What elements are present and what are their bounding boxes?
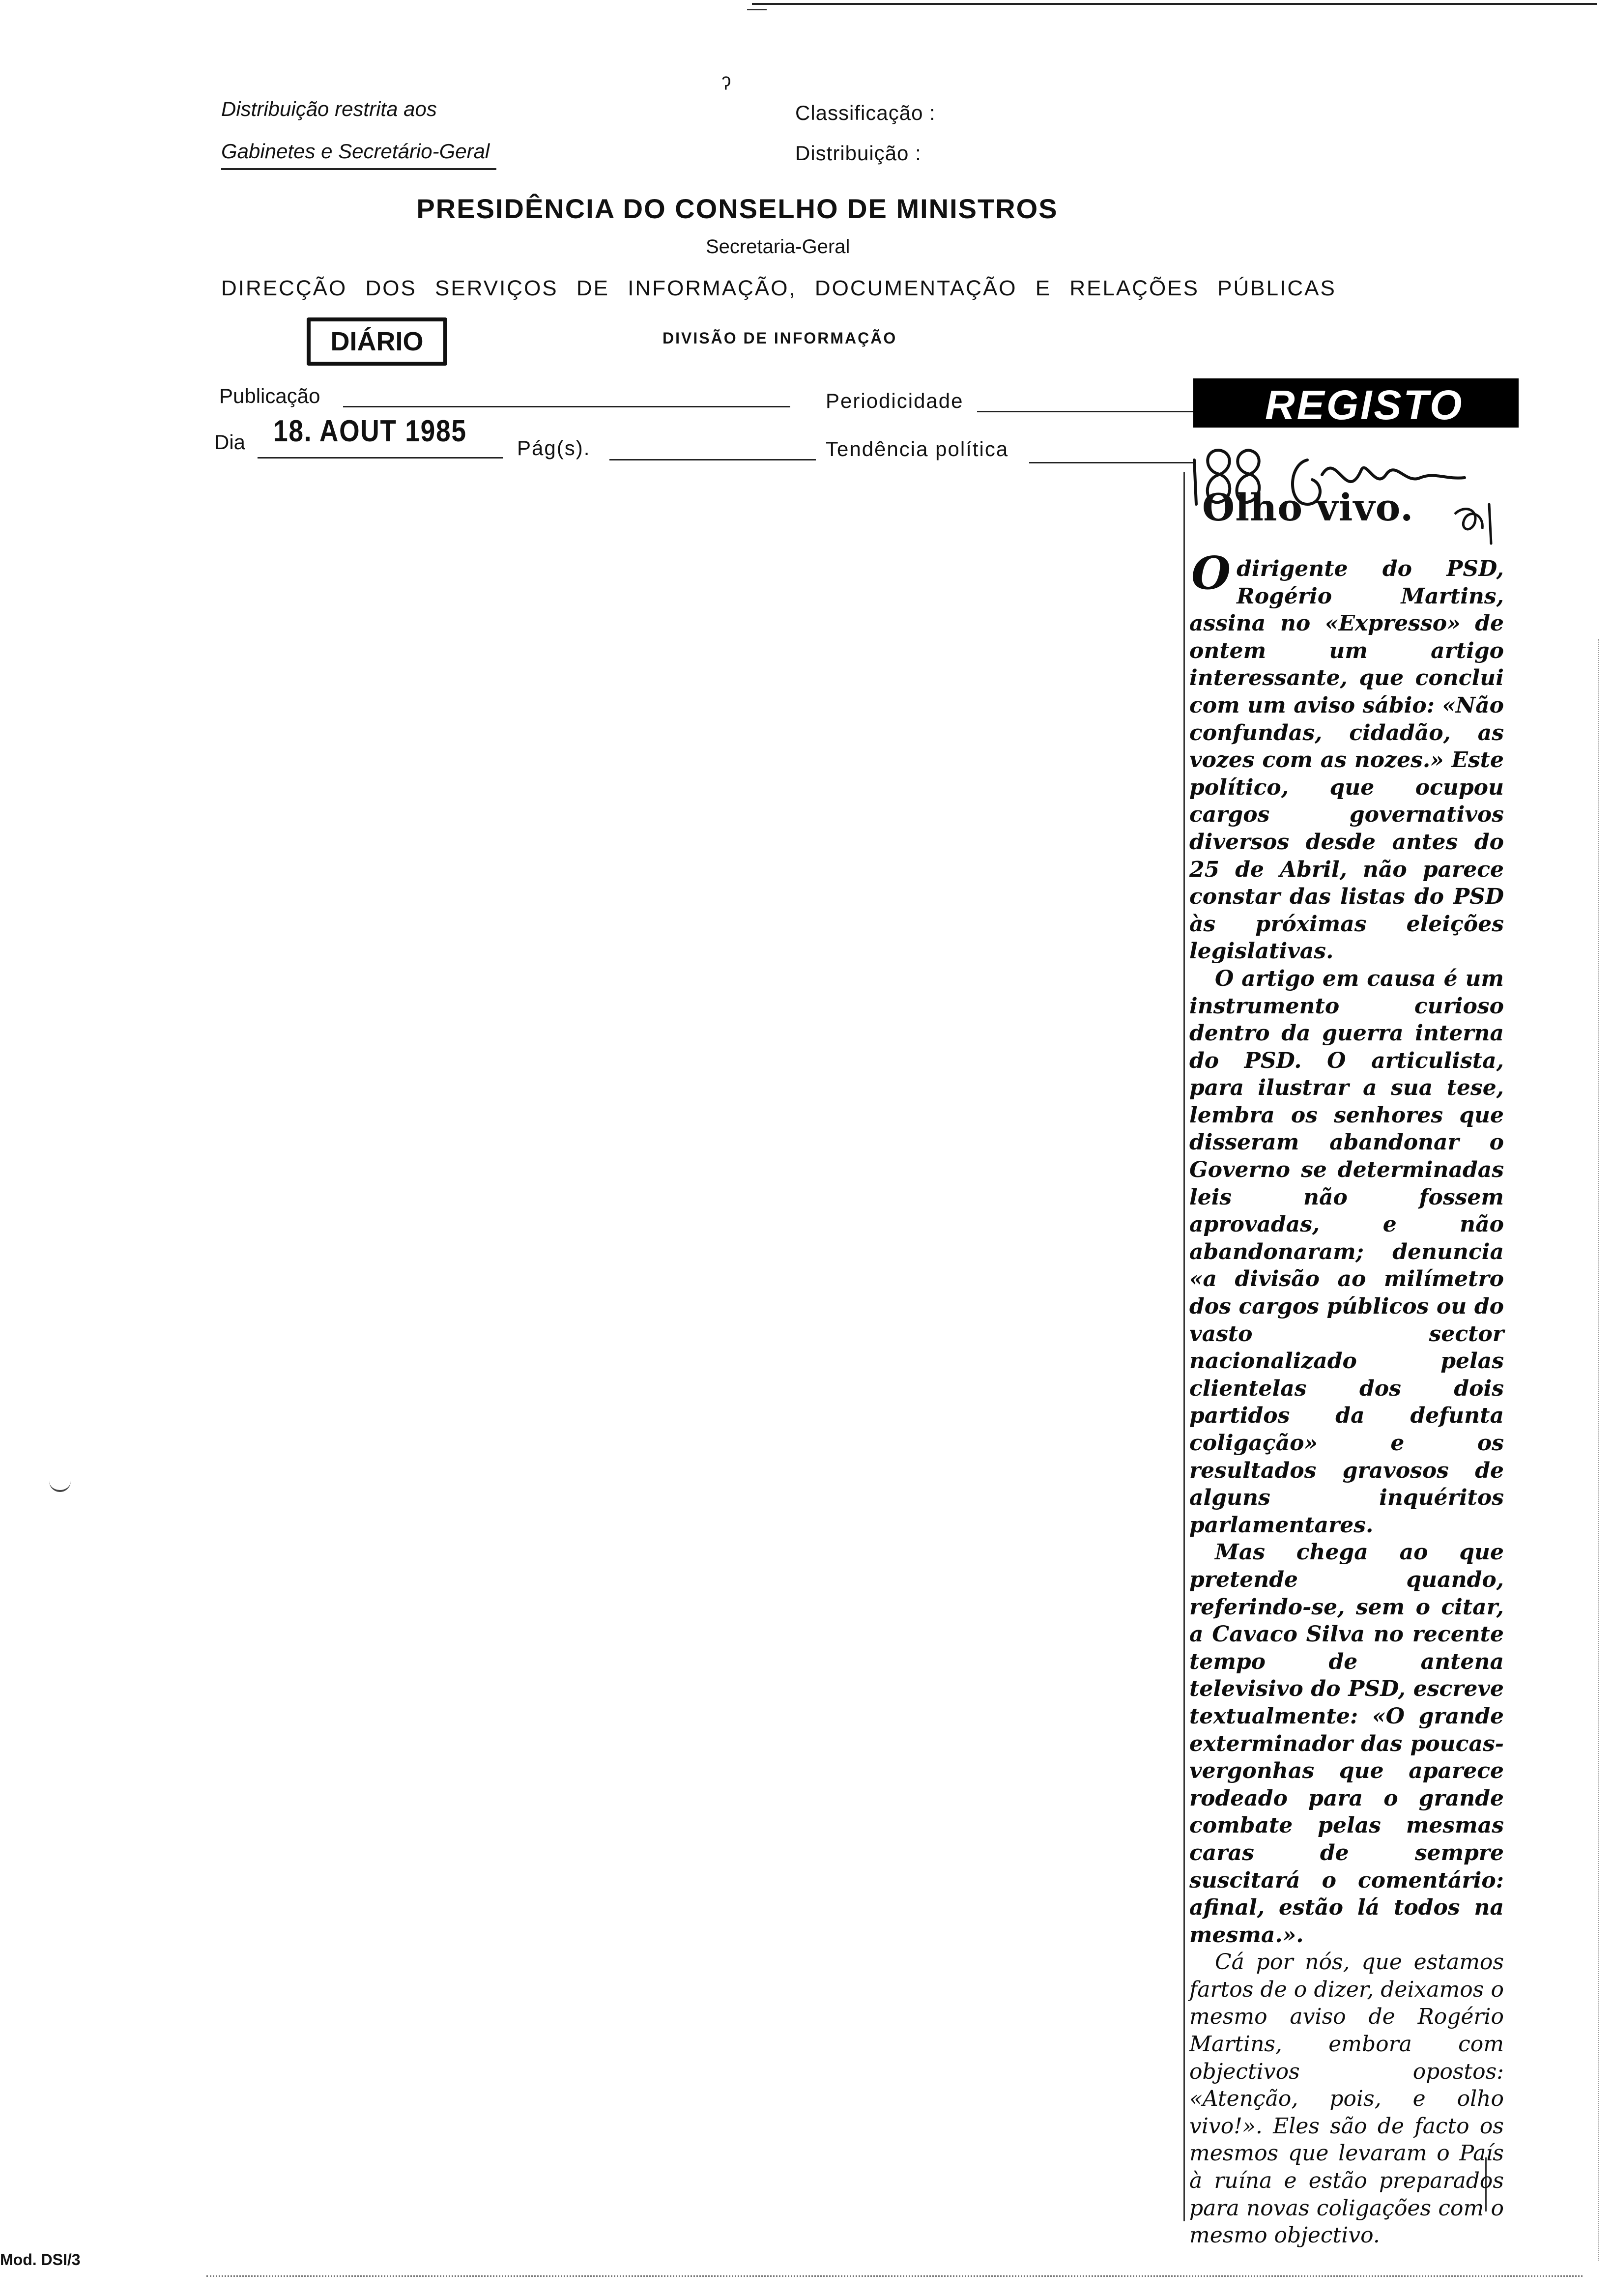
- scan-edge-dots: [1598, 639, 1599, 2261]
- article-paragraph: O artigo em causa é um instrumento curioso dentro da guerra interna do PSD. O articulista, para ilustrar a sua tese, lembra os senhores que disseram abandonar o Governo se determinadas leis não fossem aprovadas, e não abandonaram; denuncia «a divisão ao milímetro dos cargos públicos ou do vasto sector nacionalizado pelas clientelas dos dois partidos da defunta coligação» e os resultados gravosos de alguns inquéritos parlamentares.: [1189, 966, 1504, 1538]
- presidency-heading: [0, 193, 1612, 225]
- section-banner-text: REGISTO: [1265, 382, 1464, 428]
- pages-label: Pág(s).: [517, 436, 591, 459]
- pen-mark: ˀ: [721, 71, 731, 102]
- distribution-line-1: [221, 97, 437, 121]
- periodicity-label: Periodicidade: [826, 389, 964, 412]
- periodicity-field-line: [977, 411, 1193, 412]
- scan-smudge: [49, 1480, 71, 1492]
- day-label: Dia: [214, 430, 246, 454]
- political-tendency-field-line: [1029, 462, 1196, 463]
- article-paragraph: Cá por nós, que estamos fartos de o dizer, deixamos o mesmo aviso de Rogério Martins, embora com objectivos opostos: «Atenção, pois, e olho vivo!». Eles são de facto os mesmos que levaram o País à ruína e estão preparados para novas coligações com o mesmo objectivo.: [1189, 1950, 1504, 2248]
- article-paragraph: Odirigente do PSD, Rogério Martins, assina no «Expresso» de ontem um artigo interessante, que conclui com um aviso sábio: «Não confundas, cidadão, as vozes com as nozes.» Este político, que ocupou cargos governativos diversos desde antes do 25 de Abril, não parece constar das listas do PSD às próximas eleições legislativas.: [1189, 546, 1504, 964]
- distribution-label: Distribuição :: [795, 142, 921, 165]
- distribution-line-2-text: Gabinetes e Secretário-Geral: [221, 140, 490, 163]
- section-banner: [1193, 378, 1519, 428]
- publication-stamp: [307, 317, 447, 366]
- article-paragraph: Mas chega ao que pretende quando, referindo-se, sem o citar, a Cavaco Silva no recente tempo de antena televisivo do PSD, escreve textualmente: «O grande exterminador das poucas-vergonhas que aparece rodeado para o grande combate pelas mesmas caras de sempre suscitará o comentário: afinal, estão lá todos na mesma.».: [1189, 1540, 1504, 1948]
- distribution-line-2: [221, 140, 489, 163]
- day-field-line: [258, 457, 503, 459]
- classification-label: Classificação :: [795, 101, 936, 124]
- clipping-border-left: [1183, 472, 1185, 2221]
- distribution-line-1-text: Distribuição restrita aos: [221, 97, 437, 120]
- top-rule: [752, 3, 1597, 5]
- date-stamp-value: 18. AOUT 1985: [273, 414, 467, 448]
- article-body: [1189, 546, 1504, 2249]
- presidency-heading-text: PRESIDÊNCIA DO CONSELHO DE MINISTROS: [416, 193, 1058, 224]
- publication-label: Publicação: [219, 384, 320, 407]
- scan-bottom-dots: [206, 2275, 1583, 2277]
- publication-stamp-text: DIÁRIO: [330, 327, 424, 356]
- political-tendency-label: Tendência política: [826, 437, 1009, 460]
- secretariat-subheading: Secretaria-Geral: [706, 236, 850, 258]
- directorate-heading: DIRECÇÃO DOS SERVIÇOS DE INFORMAÇÃO, DOCUMENTAÇÃO E RELAÇÕES PÚBLICAS: [221, 276, 1336, 300]
- form-code: Mod. DSI/3: [0, 2251, 81, 2268]
- top-rule-fragment: [747, 9, 767, 10]
- distribution-underline: [221, 168, 496, 170]
- publication-field-line: [343, 406, 790, 407]
- division-heading: DIVISÃO DE INFORMAÇÃO: [662, 329, 897, 347]
- article-headline: Olho vivo.: [1202, 486, 1414, 529]
- pages-field-line: [609, 459, 816, 460]
